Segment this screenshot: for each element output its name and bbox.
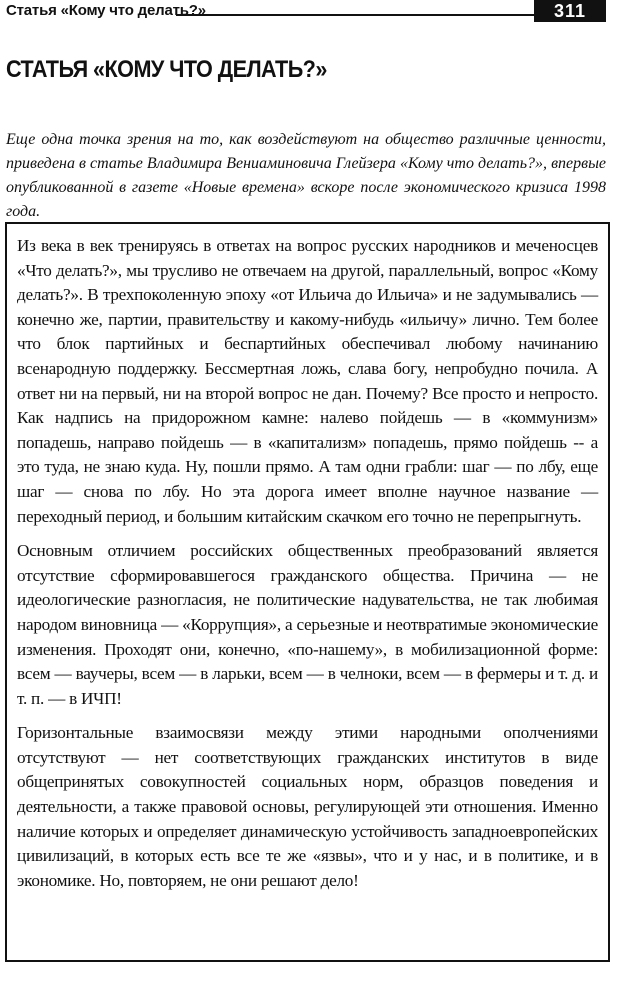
quote-paragraph-1: Из века в век тренируясь в ответах на вопрос русских народников и меченосцев «Что делать?», мы трусливо не отвечаем на другой, параллельный, вопрос «Кому делать?». В трехпоколенную эпоху «от Ильича до Ильича» и не задумывались — конечно же, партии, правительству и какому-нибудь «ильичу» лично. Тем более что блок партийных и беспартийных обеспечивал любому начинанию всенародную поддержку. Бессмертная ложь, слава богу, непробудно почила. А ответ ни на первый, ни на второй вопрос не дан. Почему? Все просто и непросто. Как надпись на придорожном камне: налево пойдешь — в «коммунизм» попадешь, направо пойдешь — в «капитализм» попадешь, прямо пойдешь -- а это туда, не знаю куда. Ну, пошли прямо. А там одни грабли: шаг — по лбу, еще шаг — снова по лбу. Но эта дорога имеет вполне научное название — переходный период, и большим китайским скачком его точно не перепрыгнуть. bbox=[17, 236, 598, 526]
quote-paragraph-3: Горизонтальные взаимосвязи между этими народными ополчениями отсутствуют — нет соответствующих гражданских институтов в виде общепринятых совокупностей социальных норм, образцов поведения и деятельности, а также правовой основы, регулирующей эти отношения. Именно наличие которых и определяет динамическую устойчивость западноевропейских цивилизаций, в которых есть все те же «язвы», что и у нас, и в политике, и в экономике. Но, повторяем, не они решают дело! bbox=[17, 723, 598, 890]
running-title: Статья «Кому что делать?» bbox=[6, 2, 206, 19]
running-header bbox=[6, 0, 612, 24]
page-number: 311 bbox=[534, 0, 606, 22]
quote-paragraph-2: Основным отличием российских общественных преобразований является отсутствие сформировавшегося гражданского общества. Причина — не идеологические разногласия, не политические надувательства, не так любимая народом виновница — «Коррупция», а серьезные и неотвратимые экономические изменения. Проходят они, конечно, «по-нашему», в мобилизационной форме: всем — ваучеры, всем — в ларьки, всем — в челноки, всем — в фермеры и т. д. и т. п. — в ИЧП! bbox=[17, 541, 598, 708]
quote-box bbox=[5, 222, 610, 962]
header-rule bbox=[176, 14, 534, 16]
article-title: СТАТЬЯ «КОМУ ЧТО ДЕЛАТЬ?» bbox=[6, 56, 327, 83]
article-intro: Еще одна точка зрения на то, как воздействуют на общество различные ценности, приведена в статье Владимира Вениаминовича Глейзера «Кому что делать?», впервые опубликованной в газете «Новые времена» вскоре после экономического кризиса 1998 года. bbox=[6, 131, 606, 220]
